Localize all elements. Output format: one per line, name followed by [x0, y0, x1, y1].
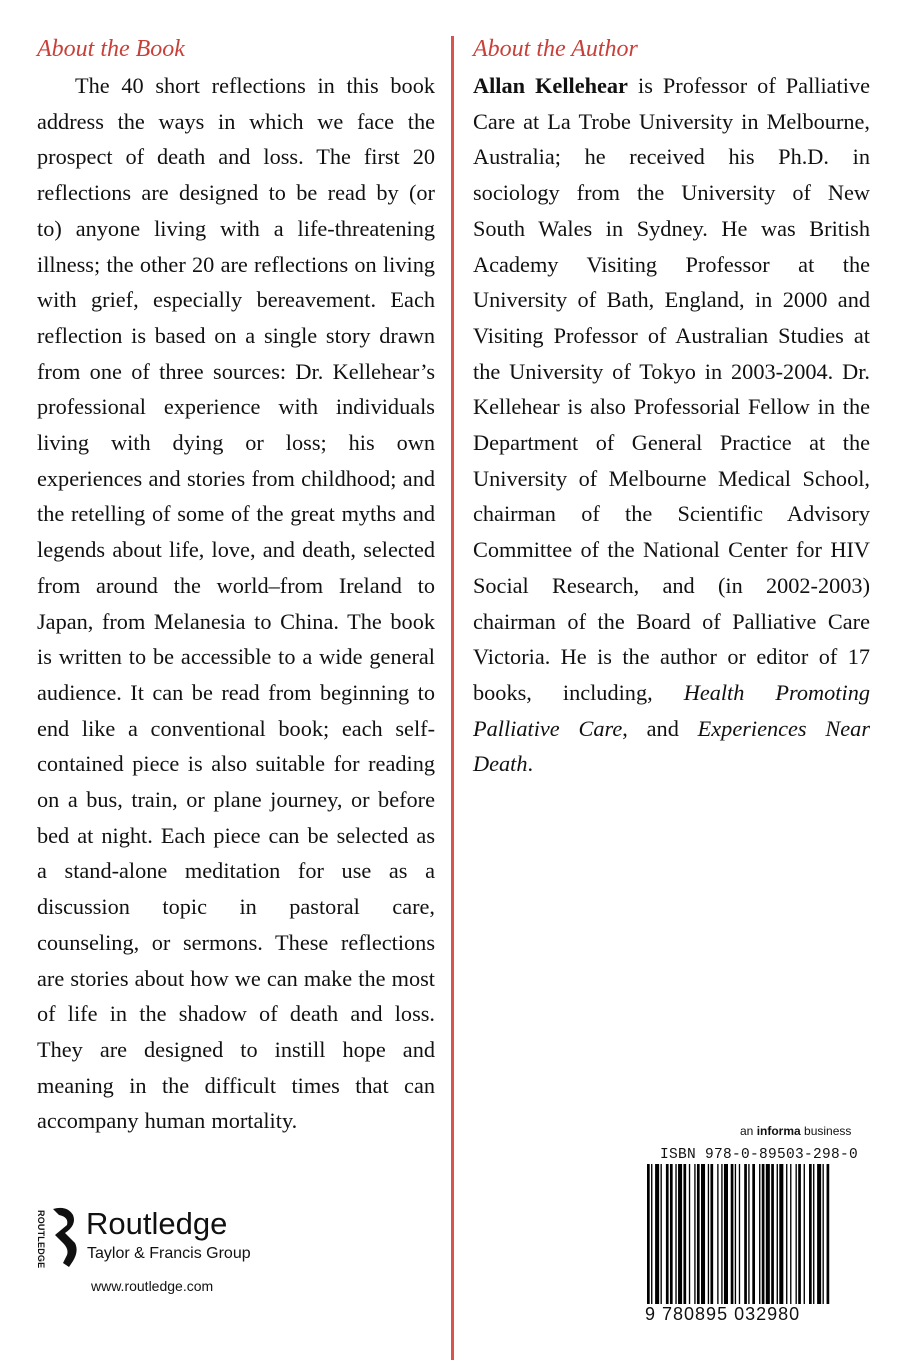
about-author-body [473, 68, 870, 782]
informa-bold: informa [756, 1124, 801, 1138]
publisher-url: www.routledge.com [91, 1278, 214, 1294]
book-title-1: Health Promoting Palliative Care [473, 679, 870, 741]
about-author-heading: About the Author [473, 36, 638, 62]
book-title-2: Experiences Near Death [473, 715, 871, 777]
informa-tagline [740, 1124, 851, 1138]
book-separator: , and [622, 715, 698, 741]
author-bio: is Professor of Palliative Care at La Trobe University in Melbourne, Australia; he received his Ph.D. in sociology from the University of New South Wales in Sydney. He was British Academy Visiting Professor at the University of Bath, England, in 2000 and Visiting Professor of Australian Studies at the University of Tokyo in 2003-2004. Dr. Kellehear is also Professorial Fellow in the Department of General Practice at the University of Melbourne Medical School, chairman of the Scientific Advisory Committee of the National Center for HIV Social Research, and (in 2002-2003) chairman of the Board of Palliative Care Victoria. He is the author or editor of 17 books, including, [473, 73, 870, 705]
routledge-logo-icon [49, 1205, 83, 1269]
publisher-block [36, 1205, 296, 1295]
publisher-group: Taylor & Francis Group [87, 1245, 251, 1262]
publisher-logo-text: ROUTLEDGE [36, 1210, 46, 1269]
informa-prefix: an [740, 1124, 757, 1138]
publisher-name: Routledge [86, 1206, 228, 1241]
barcode-number: 9 780895 032980 [645, 1304, 801, 1324]
author-name: Allan Kellehear [473, 73, 628, 98]
about-book-body: The 40 short reflections in this book address the ways in which we face the prospect of death and loss. The first 20 reflections are designed to be read by (or to) anyone living with a life-threatening illness; the other 20 are reflections on living with grief, especially bereavement. Each reflection is based on a single story drawn from one of three sources: Dr. Kellehear’s professional experience with individuals living with dying or loss; his own experiences and stories from childhood; and the retelling of some of the great myths and legends about life, love, and death, selected from around the world–from Ireland to Japan, from Melanesia to China. The book is written to be accessible to a wide general audience. It can be read from beginning to end like a conventional book; each self-contained piece is also suitable for reading on a bus, train, or plane journey, or before bed at night. Each piece can be selected as a stand-alone meditation for use as a discussion topic in pastoral care, counseling, or sermons. These reflections are stories about how we can make the most of life in the shadow of death and loss. They are designed to instill hope and meaning in the difficult times that can accompany human mortality. [37, 73, 435, 1134]
barcode-icon [645, 1164, 873, 1310]
about-book-heading: About the Book [37, 36, 185, 62]
bio-end: . [527, 751, 534, 777]
isbn-label: ISBN 978-0-89503-298-0 [660, 1147, 859, 1163]
informa-suffix: business [800, 1124, 852, 1138]
column-divider [451, 36, 454, 1360]
